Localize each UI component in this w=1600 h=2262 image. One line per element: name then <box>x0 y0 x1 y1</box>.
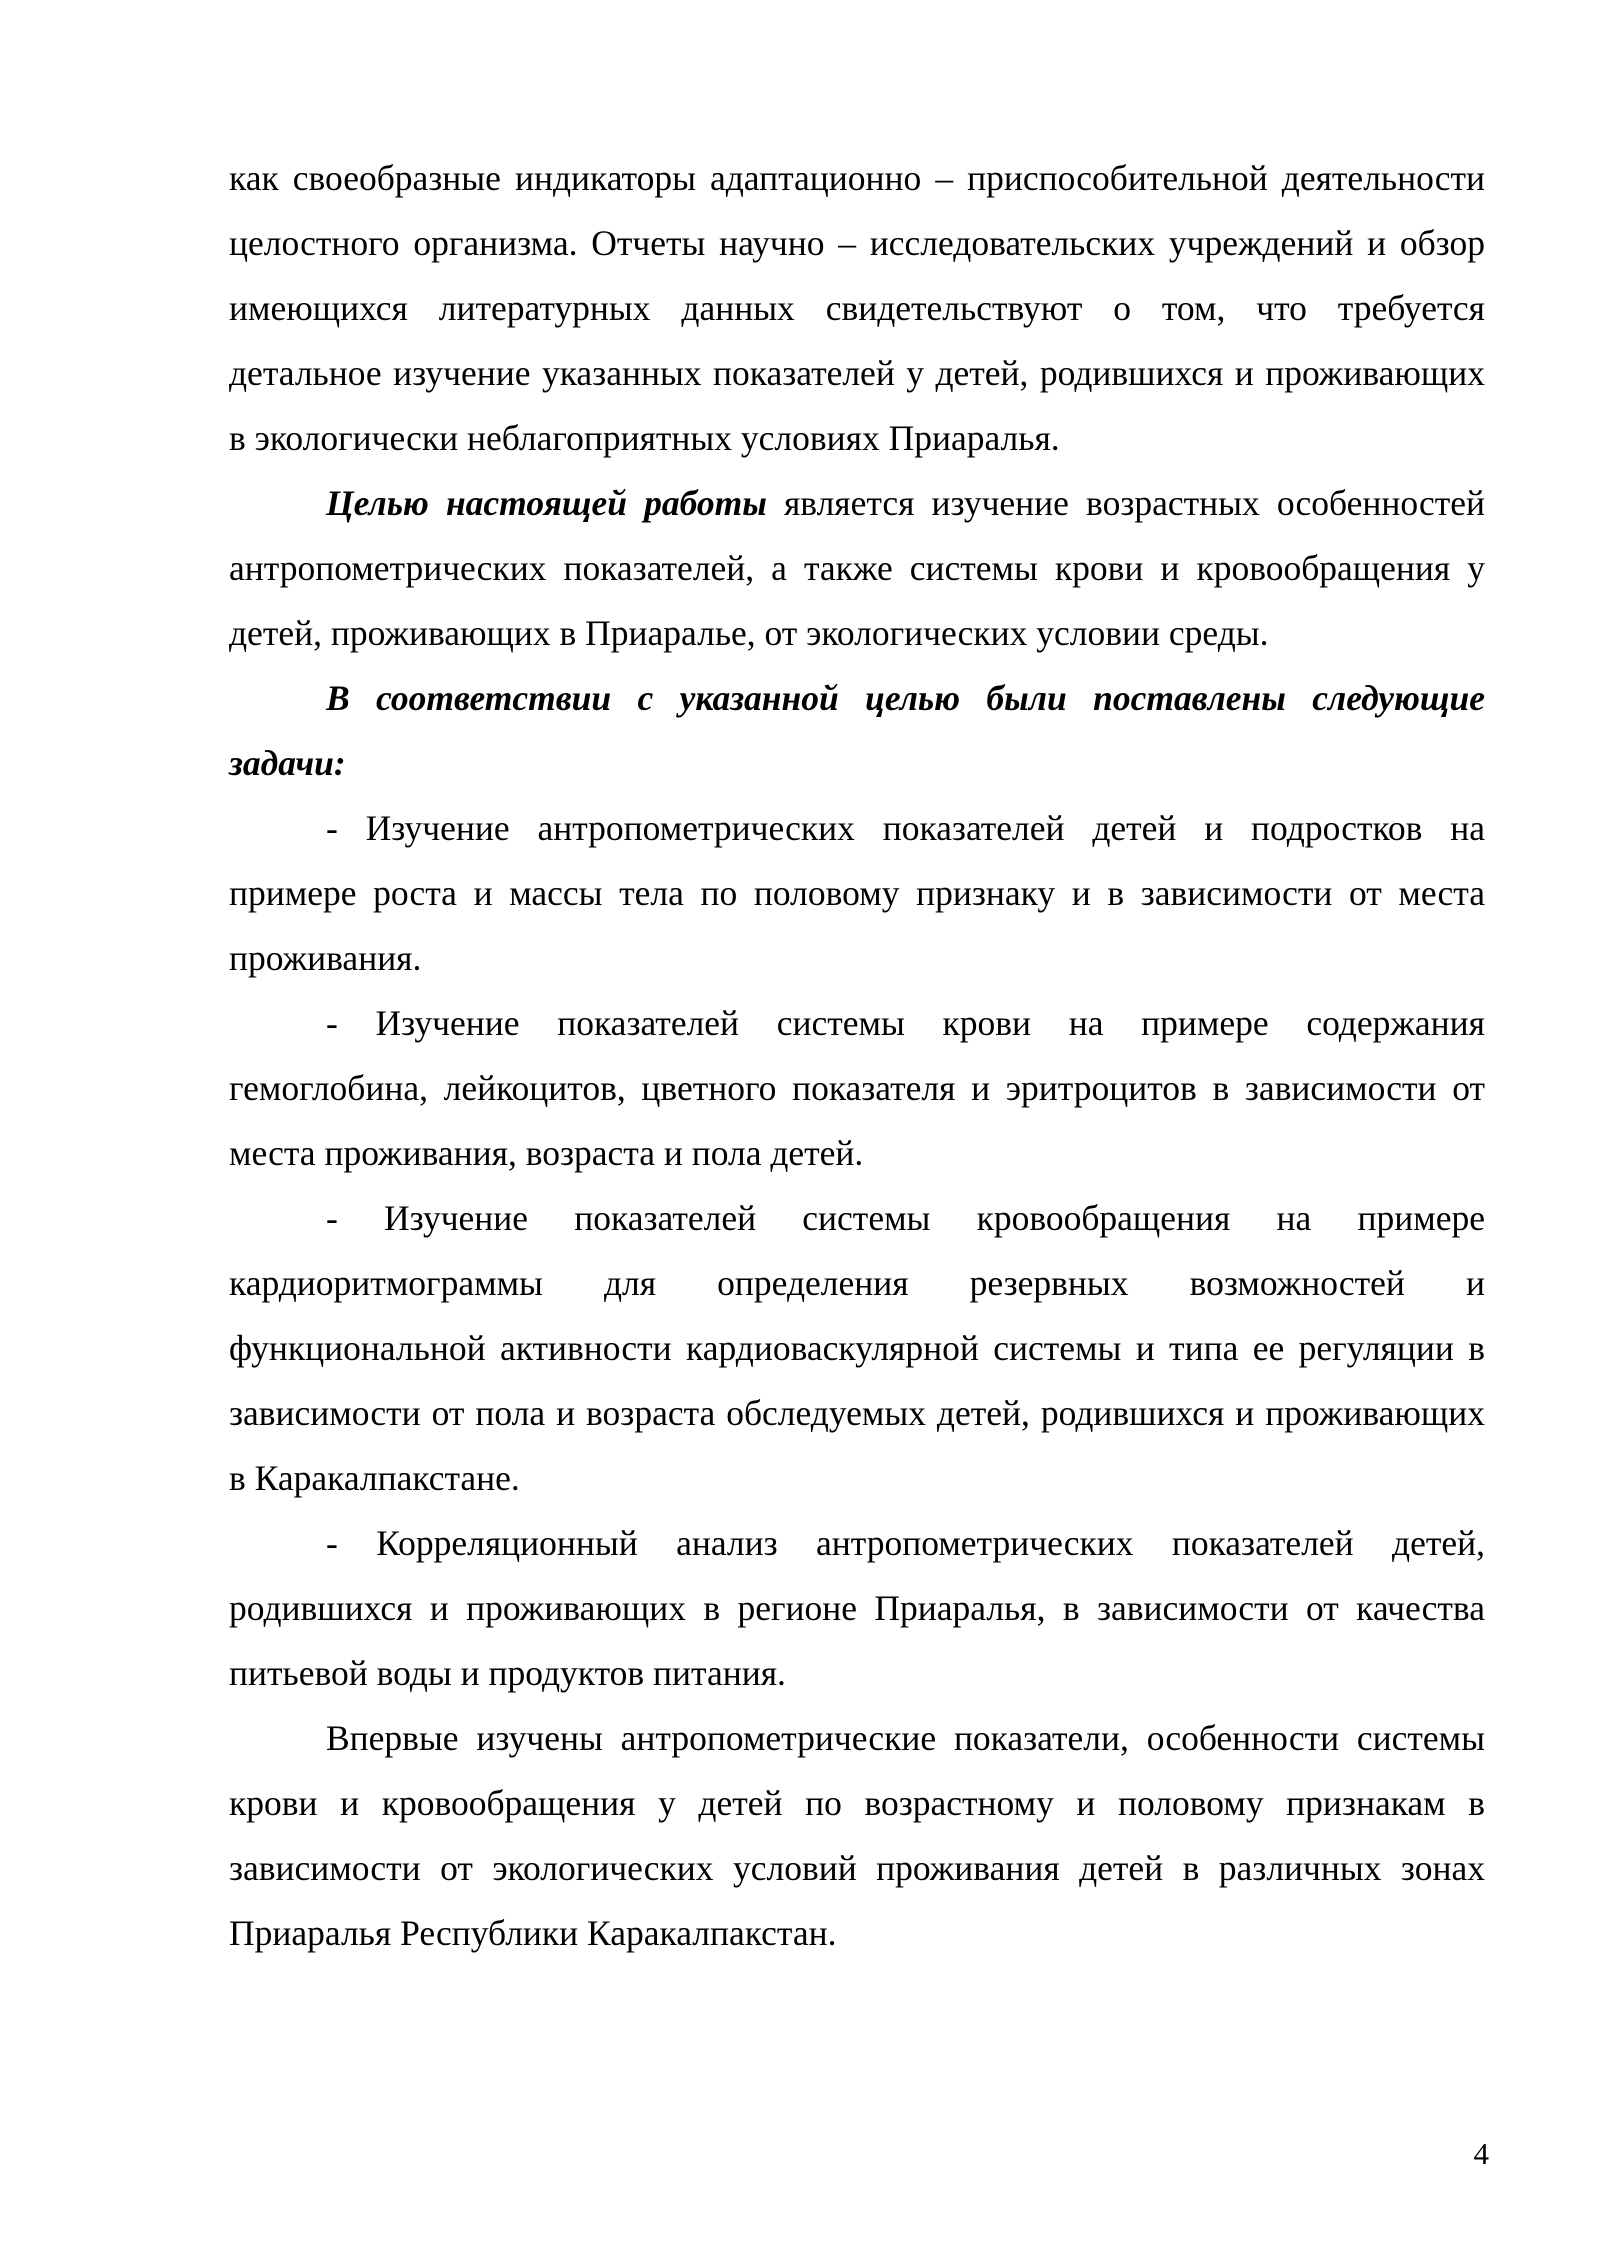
paragraph-novelty: Впервые изучены антропометрические показатели, особенности системы крови и кровообращения у детей по возрастному и половому признакам в зависимости от экологических условий проживания детей в различных зонах Приаралья Республики Каракалпакстан. <box>229 1718 1485 1953</box>
list-item: - Изучение антропометрических показателей детей и подростков на примере роста и массы тела по половому признаку и в зависимости от места проживания. <box>229 808 1485 978</box>
paragraph-intro-continuation: как своеобразные индикаторы адаптационно – приспособительной деятельности целостного организма. Отчеты научно – исследовательских учреждений и обзор имеющихся литературных данных свидетельствуют о том, что требуется детальное изучение указанных показателей у детей, родившихся и проживающих в экологически неблагоприятных условиях Приаралья. <box>229 158 1485 458</box>
paragraph-tasks-heading <box>229 666 1485 796</box>
body-text <box>229 146 1485 1966</box>
list-item: - Изучение показателей системы крови на примере содержания гемоглобина, лейкоцитов, цветного показателя и эритроцитов в зависимости от места проживания, возраста и пола детей. <box>229 1003 1485 1173</box>
page-number: 4 <box>1473 2136 1489 2171</box>
list-item: - Корреляционный анализ антропометрических показателей детей, родившихся и проживающих в регионе Приаралья, в зависимости от качества питьевой воды и продуктов питания. <box>229 1523 1485 1693</box>
list-item: - Изучение показателей системы кровообращения на примере кардиоритмограммы для определения резервных возможностей и функциональной активности кардиоваскулярной системы и типа ее регуляции в зависимости от пола и возраста обследуемых детей, родившихся и проживающих в Каракалпакстане. <box>229 1198 1485 1498</box>
goal-text: является изучение возрастных особенностей антропометрических показателей, а также системы крови и кровообращения у детей, проживающих в Приаралье, от экологических условии среды. <box>229 483 1485 653</box>
paragraph-goal <box>229 471 1485 666</box>
tasks-heading: В соответствии с указанной целью были поставлены следующие задачи: <box>229 678 1485 783</box>
goal-emphasis: Целью настоящей работы <box>326 483 767 523</box>
